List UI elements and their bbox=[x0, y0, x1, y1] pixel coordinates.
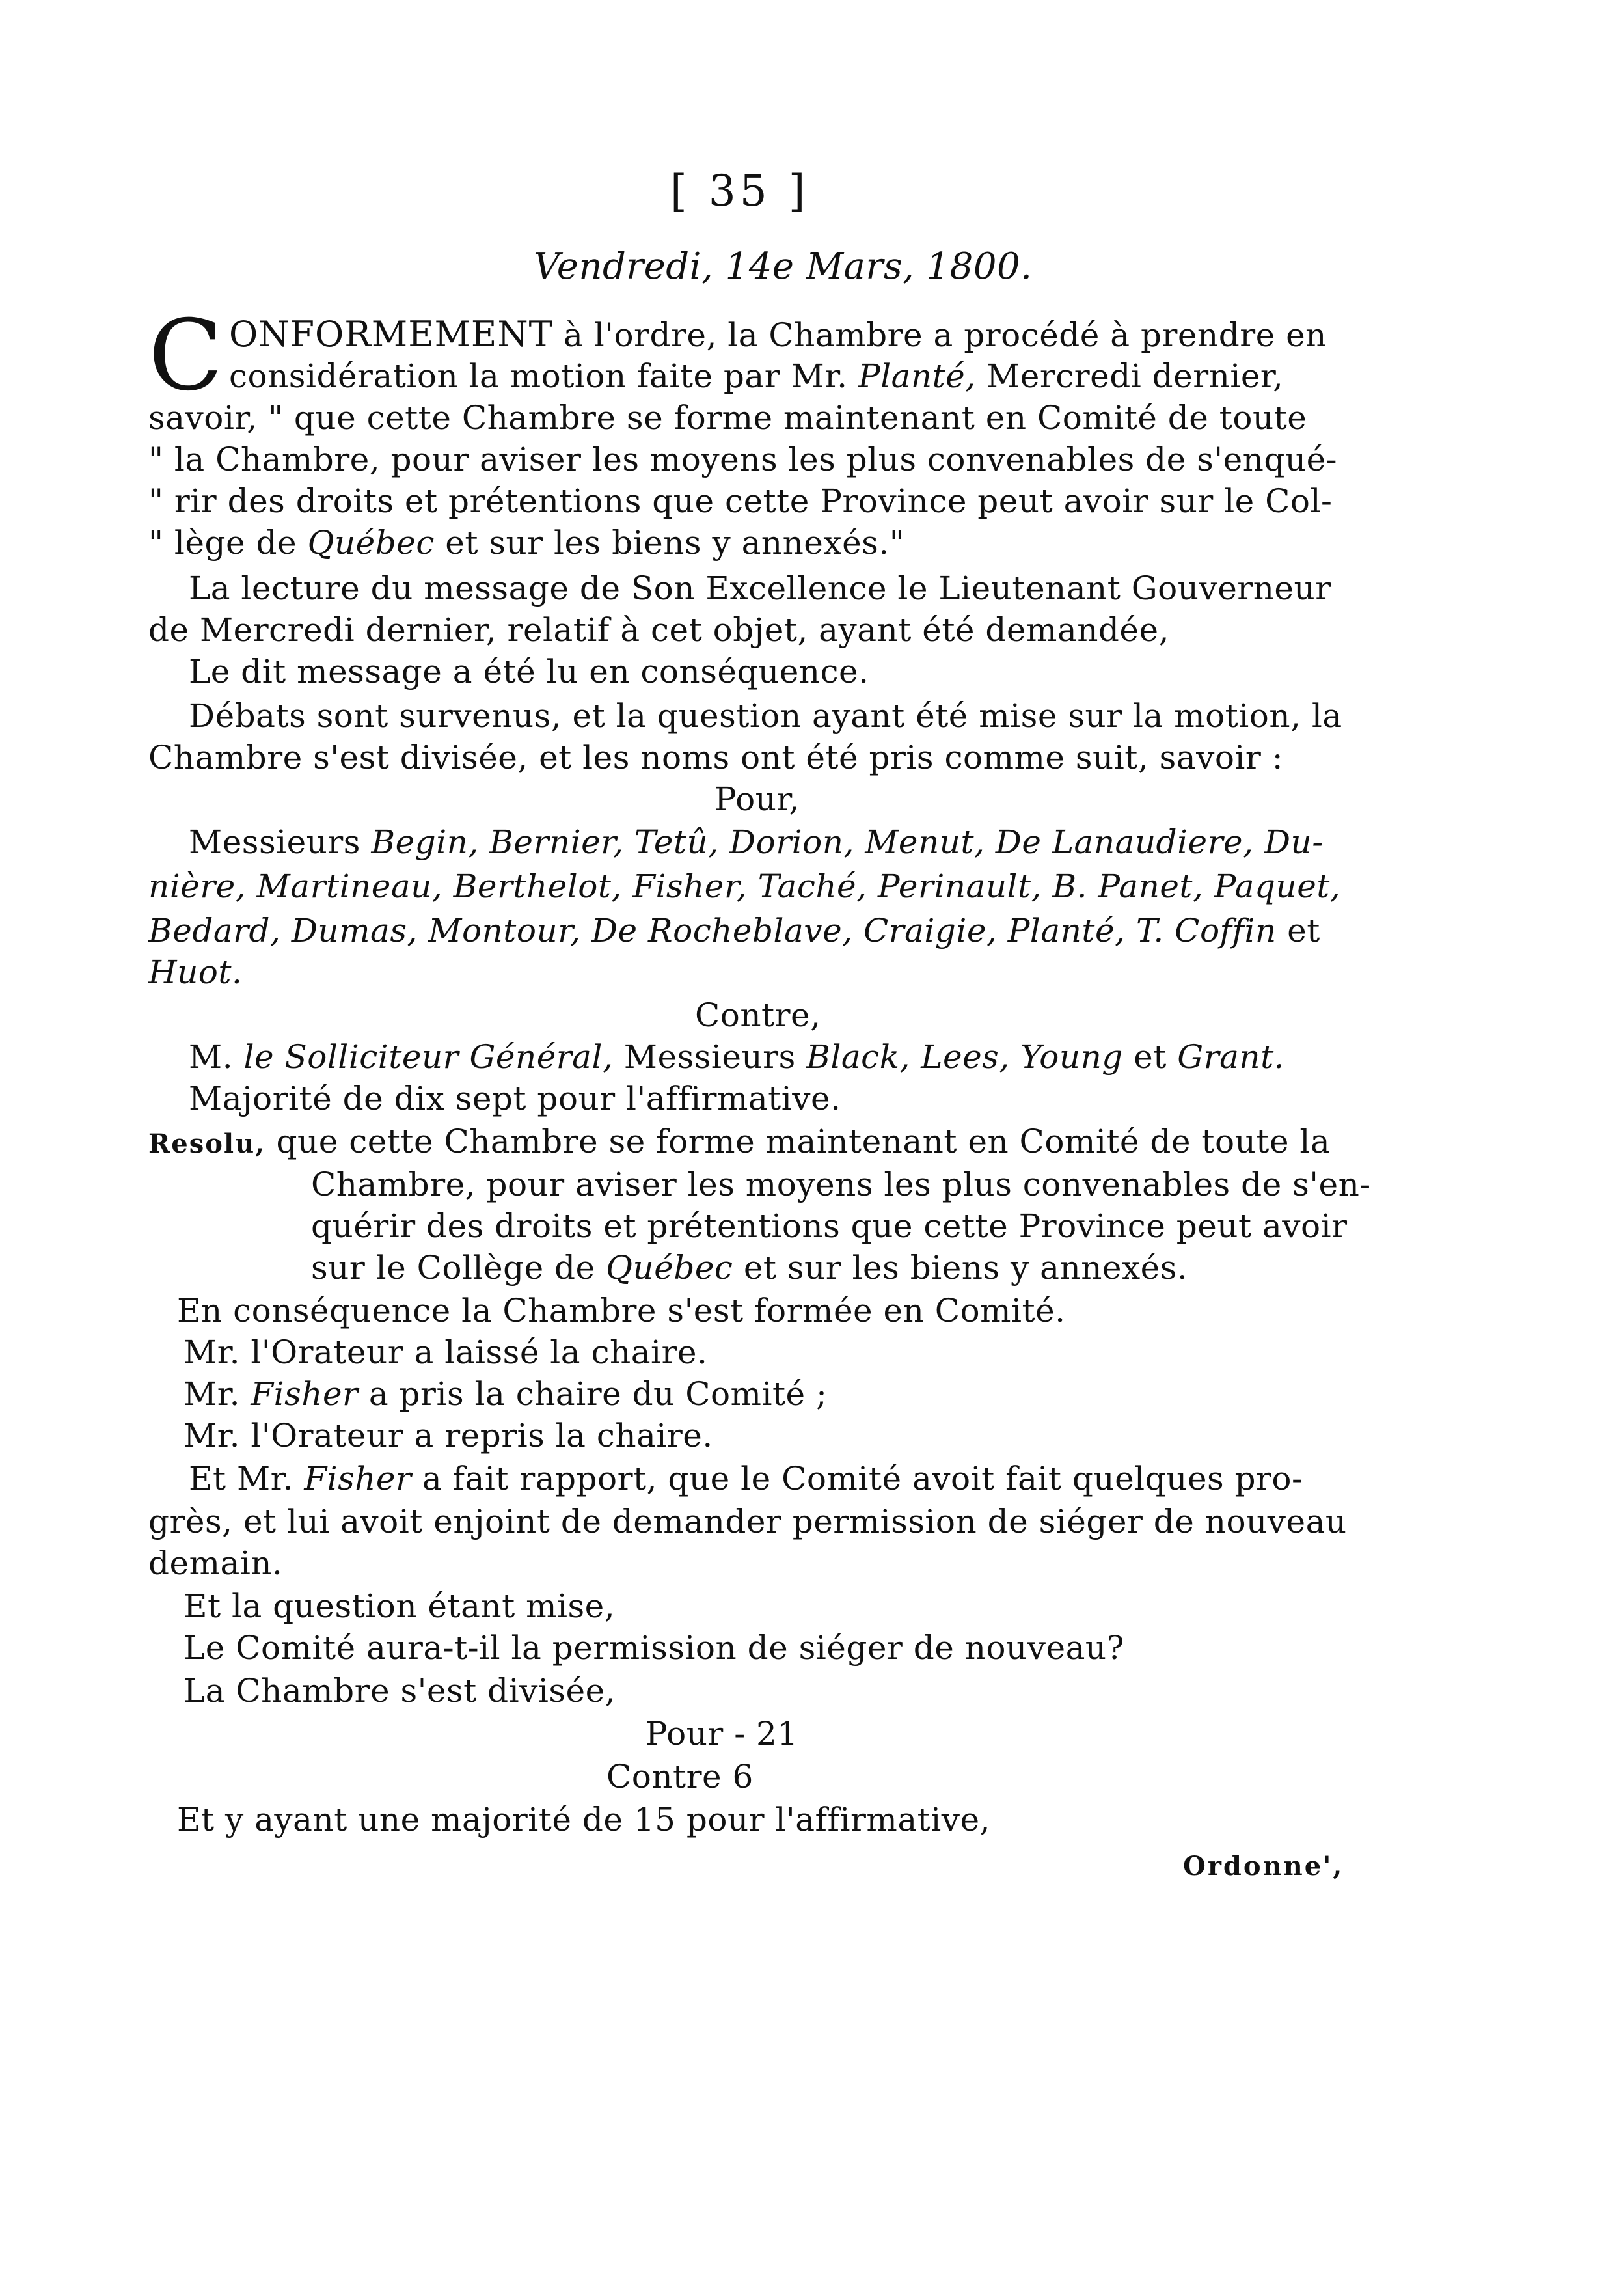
message-line-1: La lecture du message de Son Excellence le Lieutenant Gouverneur bbox=[189, 569, 1331, 607]
contre-heading: Contre, bbox=[695, 996, 821, 1034]
resolution-line-2: Chambre, pour aviser les moyens les plus convenables de s'en- bbox=[311, 1166, 1371, 1203]
resolution-line-4: sur le Collège de Québec et sur les biens y annexés. bbox=[311, 1249, 1188, 1287]
majority-line: Majorité de dix sept pour l'affirmative. bbox=[189, 1080, 841, 1117]
date-heading: Vendredi, 14e Mars, 1800. bbox=[534, 245, 1033, 288]
pour-line-1: Messieurs Begin, Bernier, Tetû, Dorion, Menut, De Lanaudiere, Du- bbox=[189, 823, 1324, 861]
pour-heading: Pour, bbox=[714, 780, 800, 818]
committee-line-1: En conséquence la Chambre s'est formée en Comité. bbox=[177, 1292, 1066, 1330]
committee-line-2: Mr. l'Orateur a laissé la chaire. bbox=[183, 1333, 708, 1371]
vote2-pour: Pour - 21 bbox=[645, 1715, 798, 1753]
drop-cap: C bbox=[148, 299, 223, 413]
committee-line-4: Mr. l'Orateur a repris la chaire. bbox=[183, 1417, 713, 1455]
message-line-4: Débats sont survenus, et la question ayant été mise sur la motion, la bbox=[189, 697, 1342, 735]
resolution-line-3: quérir des droits et prétentions que cette Province peut avoir bbox=[311, 1207, 1348, 1245]
catchword: Ordonne', bbox=[1183, 1851, 1344, 1881]
pour-line-2: nière, Martineau, Berthelot, Fisher, Taché, Perinault, B. Panet, Paquet, bbox=[148, 868, 1341, 905]
vote2-contre: Contre 6 bbox=[606, 1758, 754, 1796]
message-line-3: Le dit message a été lu en conséquence. bbox=[189, 653, 869, 690]
message-line-5: Chambre s'est divisée, et les noms ont été pris comme suit, savoir : bbox=[148, 739, 1284, 776]
intro-line-2: considération la motion faite par Mr. Planté, Mercredi dernier, bbox=[229, 357, 1284, 395]
committee-line-7: demain. bbox=[148, 1544, 283, 1582]
intro-line-3: savoir, " que cette Chambre se forme maintenant en Comité de toute bbox=[148, 399, 1307, 437]
resolution-line-1: Resolu, que cette Chambre se forme maintenant en Comité de toute la bbox=[148, 1123, 1331, 1160]
contre-line: M. le Solliciteur Général, Messieurs Black, Lees, Young et Grant. bbox=[189, 1038, 1285, 1076]
intro-line-4: " la Chambre, pour aviser les moyens les plus convenables de s'enqué- bbox=[148, 441, 1338, 478]
intro-line-1: ONFORMEMENT à l'ordre, la Chambre a procédé à prendre en bbox=[229, 314, 1327, 355]
committee-line-6: grès, et lui avoit enjoint de demander permission de siéger de nouveau bbox=[148, 1503, 1347, 1540]
committee-line-3: Mr. Fisher a pris la chaire du Comité ; bbox=[183, 1375, 828, 1413]
vote2-line-2: Le Comité aura-t-il la permission de siéger de nouveau? bbox=[183, 1629, 1124, 1667]
pour-line-3: Bedard, Dumas, Montour, De Rocheblave, Craigie, Planté, T. Coffin et bbox=[148, 912, 1320, 950]
intro-line-6: " lège de Québec et sur les biens y annexés." bbox=[148, 524, 905, 562]
committee-line-5: Et Mr. Fisher a fait rapport, que le Comité avoit fait quelques pro- bbox=[189, 1460, 1303, 1497]
intro-line-5: " rir des droits et prétentions que cette Province peut avoir sur le Col- bbox=[148, 482, 1333, 520]
vote2-result: Et y ayant une majorité de 15 pour l'affirmative, bbox=[177, 1801, 990, 1838]
vote2-line-1: Et la question étant mise, bbox=[183, 1587, 616, 1625]
page-number: [ 35 ] bbox=[670, 166, 809, 216]
vote2-line-3: La Chambre s'est divisée, bbox=[183, 1672, 616, 1710]
message-line-2: de Mercredi dernier, relatif à cet objet, ayant été demandée, bbox=[148, 611, 1170, 649]
pour-line-4: Huot. bbox=[148, 953, 243, 991]
